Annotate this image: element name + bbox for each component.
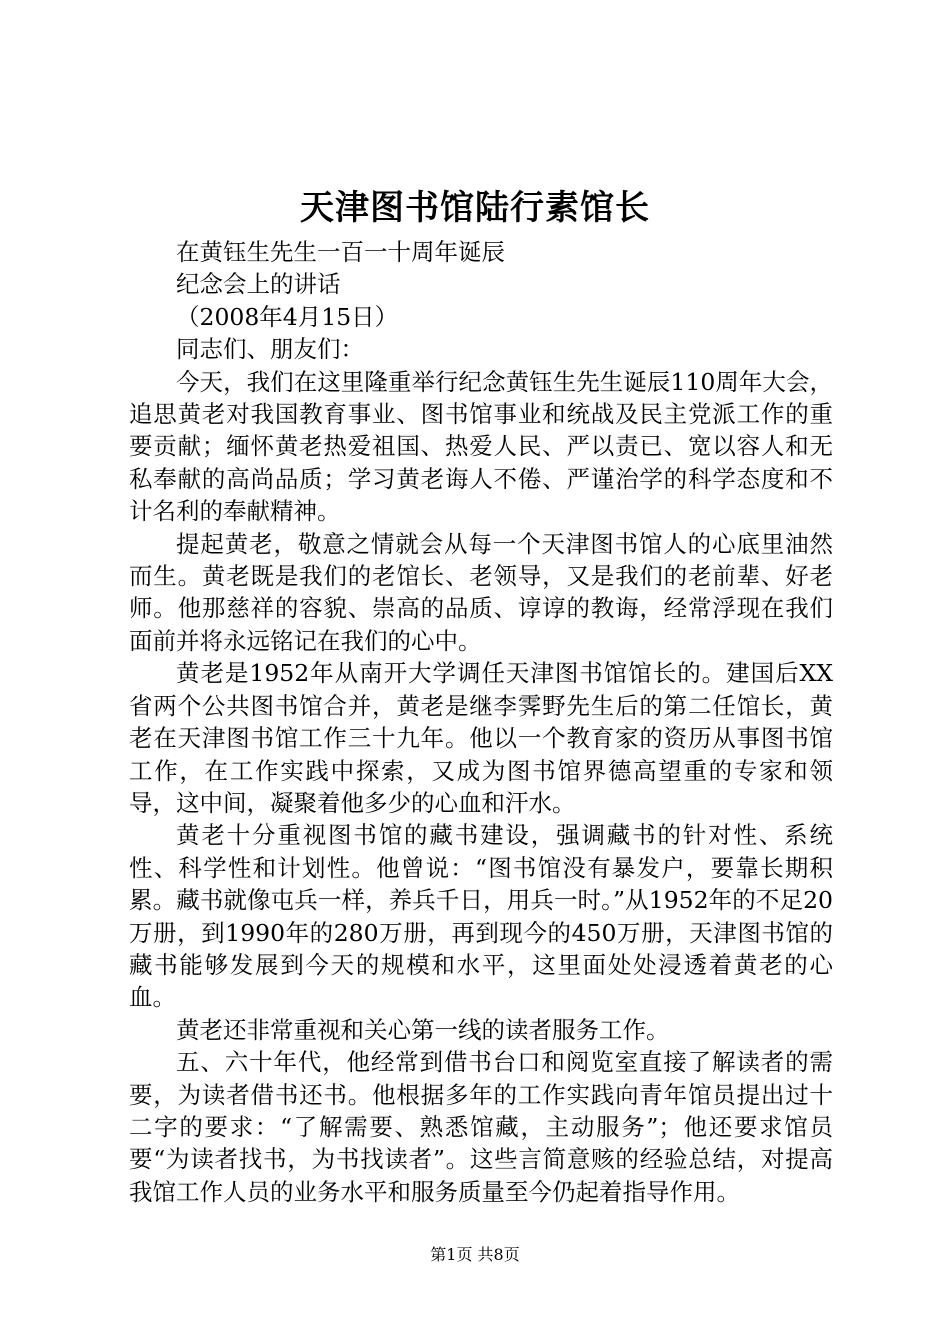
paragraph-body-1: 今天，我们在这里隆重举行纪念黄钰生先生诞辰110周年大会，追思黄老对我国教育事业、图书馆事业和统战及民主党派工作的重要贡献；缅怀黄老热爱祖国、热爱人民、严以责已、宽以容人和无私奉献的高尚品质；学习黄老诲人不倦、严谨治学的科学态度和不计名利的奉献精神。: [129, 367, 833, 526]
document-body: [129, 236, 833, 1208]
paragraph-date: （2008年4月15日）: [176, 302, 399, 331]
paragraph-body-6: 五、六十年代，他经常到借书台口和阅览室直接了解读者的需要，为读者借书还书。他根据多年的工作实践向青年馆员提出过十二字的要求：“了解需要、熟悉馆藏，主动服务”；他还要求馆员要“为读者找书，为书找读者”。这些言简意赅的经验总结，对提高我馆工作人员的业务水平和服务质量至今仍起着指导作用。: [129, 1048, 833, 1206]
paragraph-subtitle-2: 纪念会上的讲话: [176, 270, 341, 299]
paragraph-body-4: 黄老十分重视图书馆的藏书建设，强调藏书的针对性、系统性、科学性和计划性。他曾说：“图书馆没有暴发户，要靠长期积累。藏书就像屯兵一样，养兵千日，用兵一时。”从1952年的不足20万册，到1990年的280万册，再到现今的450万册，天津图书馆的藏书能够发展到今天的规模和水平，这里面处处浸透着黄老的心血。: [129, 821, 833, 1012]
paragraph-subtitle-1: 在黄钰生先生一百一十周年诞辰: [176, 238, 505, 266]
paragraph-salutation: 同志们、朋友们：: [176, 335, 364, 364]
paragraph-body-2: 提起黄老，敬意之情就会从每一个天津图书馆人的心底里油然而生。黄老既是我们的老馆长、老领导，又是我们的老前辈、好老师。他那慈祥的容貌、崇高的品质、谆谆的教诲，经常浮现在我们面前并将永远铭记在我们的心中。: [129, 529, 833, 655]
document-title: 天津图书馆陆行素馆长: [300, 188, 650, 228]
page-footer: 第1页 共8页: [430, 1245, 520, 1264]
paragraph-body-5: 黄老还非常重视和关心第一线的读者服务工作。: [176, 1015, 670, 1044]
paragraph-body-3: 黄老是1952年从南开大学调任天津图书馆馆长的。建国后XX省两个公共图书馆合并，黄老是继李霁野先生后的第二任馆长，黄老在天津图书馆工作三十九年。他以一个教育家的资历从事图书馆工作，在工作实践中探索，又成为图书馆界德高望重的专家和领导，这中间，凝聚着他多少的心血和汗水。: [129, 659, 833, 817]
